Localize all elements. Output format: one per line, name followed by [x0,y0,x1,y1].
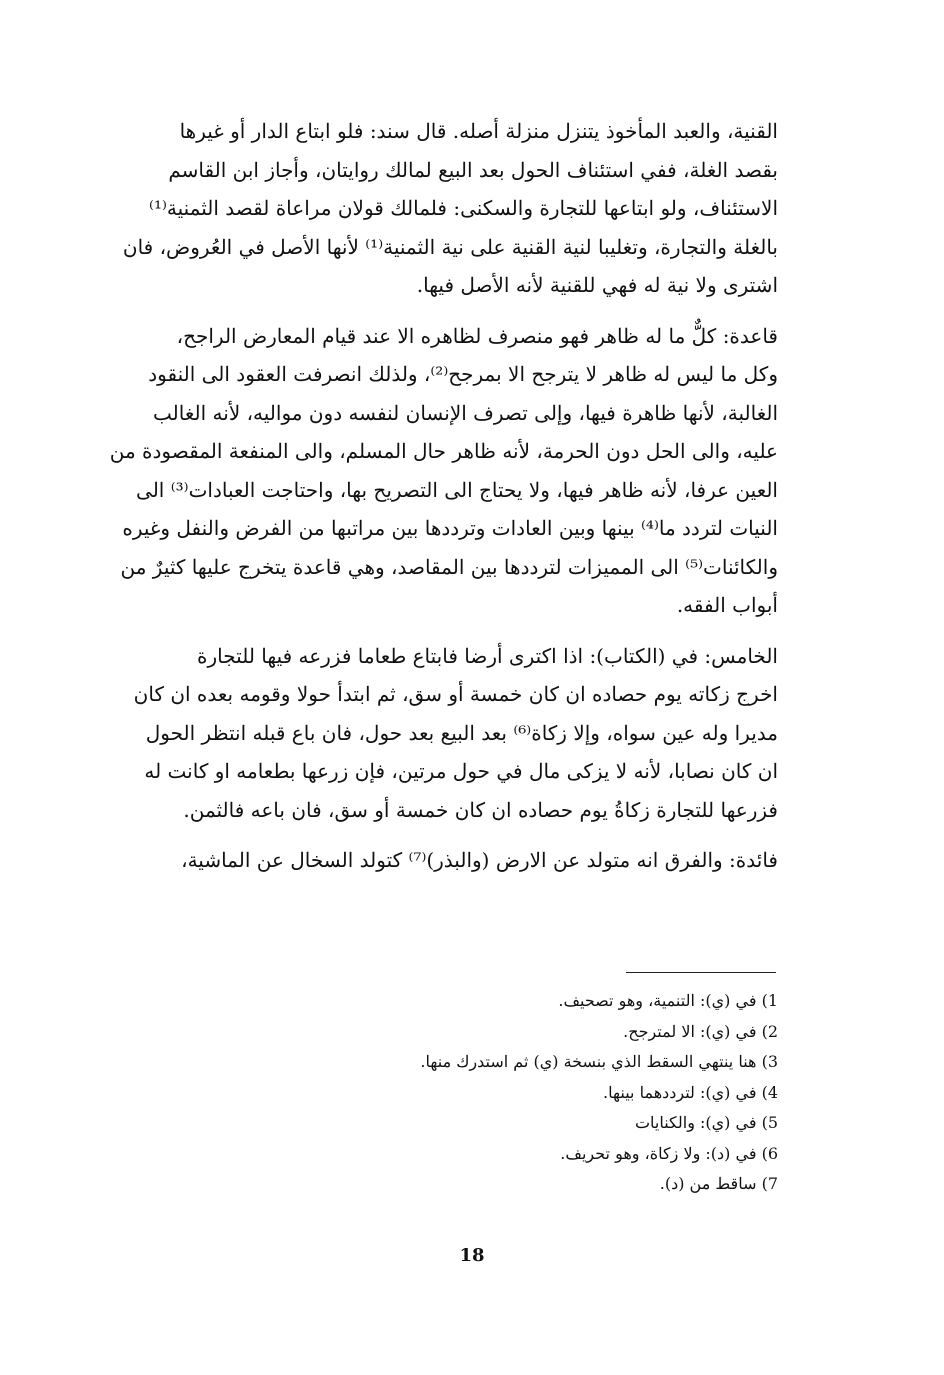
text-line: الغالبة، لأنها ظاهرة فيها، وإلى تصرف الإنسان لنفسه دون مواليه، لأنه الغالب [153,400,778,425]
text-line: الخامس: في (الكتاب): اذا اكترى أرضا فابتاع طعاما فزرعه فيها للتجارة [197,643,778,668]
footnote-text: في (د): ولا زكاة، وهو تحريف. [560,1143,757,1163]
footnotes [298,986,778,1200]
footnote-number: 1) [761,991,778,1010]
footnote-text: هنا ينتهي السقط الذي بنسخة (ي) ثم استدرك منها. [420,1052,757,1071]
main-text [108,112,778,880]
text-line: القنية، والعبد المأخوذ يتنزل منزلة أصله. قال سند: فلو ابتاع الدار أو غيرها [179,119,778,143]
footnote-item [298,1017,778,1048]
text-line: اخرج زكاته يوم حصاده ان كان خمسة أو سق، ثم ابتدأ حولا وقومه بعده ان كان [133,682,778,706]
footnote-item [298,1139,778,1170]
text-line: قاعدة: كلٌّ ما له ظاهر فهو منصرف لظاهره الا عند قيام المعارض الراجح، [176,323,778,348]
footnote-item [298,1078,778,1109]
footnote-number: 5) [761,1113,778,1132]
footnote-number: 2) [761,1021,778,1041]
footnote-text: في (ي): الا لمترجح. [623,1021,757,1041]
text-line: اشترى ولا نية له فهي للقنية لأنه الأصل فيها. [416,273,778,297]
paragraph-khamis [108,637,778,830]
footnote-item [298,1108,778,1139]
footnote-number: 3) [761,1052,778,1071]
footnote-number: 6) [761,1143,778,1163]
paragraph-qaida [108,317,778,625]
footnote-text: في (ي): لترددهما بينها. [603,1082,757,1102]
text-line: العين عرفا، لأنه ظاهر فيها، ولا يحتاج الى التصريح بها، واحتاجت العبادات⁽³⁾ الى [136,477,778,502]
page-number: 18 [459,1245,485,1266]
text-line: مديرا وله عين سواه، وإلا زكاة⁽⁶⁾ بعد البيع بعد حول، فان باع قبله انتظر الحول [145,720,778,745]
footnote-item [298,986,778,1017]
text-line: النيات لتردد ما⁽⁴⁾ بينها وبين العادات وترددها بين مراتبها من الفرض والنفل وغيره [122,516,778,540]
footnote-number: 4) [761,1082,778,1102]
text-line: بالغلة والتجارة، وتغليبا لنية القنية على نية الثمنية⁽¹⁾ لأنها الأصل في العُروض، فان [122,234,778,259]
footnote-item [298,1047,778,1078]
paragraph-faida [108,841,778,880]
footnote-item [298,1169,778,1200]
text-line: بقصد الغلة، ففي استئناف الحول بعد البيع لمالك روايتان، وأجاز ابن القاسم [168,157,778,182]
text-line: فزرعها للتجارة زكاةُ يوم حصاده ان كان خمسة أو سق، فان باعه فالثمن. [183,797,778,822]
footnote-number: 7) [761,1174,778,1193]
text-line: أبواب الفقه. [676,593,778,617]
text-line: الاستئناف، ولو ابتاعها للتجارة والسكنى: فلمالك قولان مراعاة لقصد الثمنية⁽¹⁾ [149,196,778,220]
footnote-text: ساقط من (د). [659,1174,757,1193]
text-line: والكائنات⁽⁵⁾ الى المميزات لترددها بين المقاصد، وهي قاعدة يتخرج عليها كثيرٌ من [120,554,778,579]
footnote-text: في (ي): والكنايات [634,1113,757,1132]
footnote-separator [626,972,776,973]
footnote-text: في (ي): التنمية، وهو تصحيف. [558,991,757,1010]
text-line: وكل ما ليس له ظاهر لا يترجح الا بمرجح⁽²⁾، ولذلك انصرفت العقود الى النقود [148,362,778,386]
paragraph-qinya [108,112,778,305]
text-line: فائدة: والفرق انه متولد عن الارض (والبذر)⁽⁷⁾ كتولد السخال عن الماشية، [181,848,778,872]
text-line: عليه، والى الحل دون الحرمة، لأنه ظاهر حال المسلم، والى المنفعة المقصودة من [109,439,778,463]
text-line: ان كان نصابا، لأنه لا يزكى مال في حول مرتين، فإن زرعها بطعامه او كانت له [144,759,778,783]
